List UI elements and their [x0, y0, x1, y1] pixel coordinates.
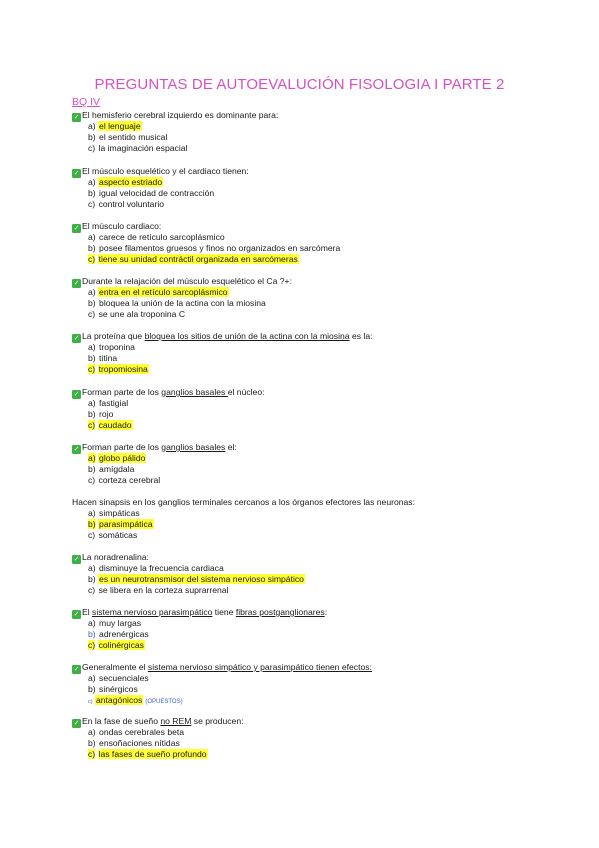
option-text: corteza cerebral: [98, 475, 161, 485]
stem-text: En la fase de sueño: [82, 716, 161, 726]
answer-option: [88, 188, 542, 199]
option-label: c): [88, 364, 96, 374]
answer-option: [88, 232, 542, 243]
correct-answer-text: tropomiosina: [98, 364, 148, 374]
stem-text: Forman parte de los: [82, 442, 162, 452]
stem-text: La proteína que: [82, 331, 145, 341]
answer-option: [88, 519, 542, 530]
option-label: c): [88, 254, 96, 264]
option-text: se une ala troponina C: [98, 309, 186, 319]
question-block: [72, 607, 542, 651]
correct-answer-text: el lenguaje: [99, 121, 141, 131]
option-label: b): [88, 353, 96, 363]
option-text: adrenérgicas: [99, 629, 149, 639]
question-block: [72, 331, 542, 375]
answer-option: [88, 364, 542, 375]
underlined-text: fibras postganglionares: [235, 607, 325, 617]
option-label: b): [88, 464, 96, 474]
option-text: disminuye la frecuencia cardiaca: [99, 563, 224, 573]
answer-option: [88, 243, 542, 254]
option-label: c): [88, 699, 93, 705]
answer-option: [88, 695, 542, 706]
correct-answer-text: antagónicos: [95, 695, 143, 705]
option-text: fastigial: [99, 398, 129, 408]
option-label: a): [88, 673, 96, 683]
stem-text: Forman parte de los: [82, 387, 162, 397]
option-label: c): [88, 640, 96, 650]
stem-text: Durante la relajación del músculo esquelético el Ca ?+:: [82, 276, 292, 286]
answer-option: [88, 738, 542, 749]
answer-option: [88, 629, 542, 640]
option-label: b): [88, 243, 96, 253]
option-label: a): [88, 342, 96, 352]
question-block: [72, 276, 542, 320]
underlined-text: sistema nervioso simpático y parasimpático tienen efectos:: [147, 662, 372, 672]
answer-option: [88, 453, 542, 464]
question-stem: [72, 716, 542, 727]
section-heading: BQ IV: [72, 96, 101, 108]
answer-option: [88, 673, 542, 684]
answer-option: [88, 353, 542, 364]
question-stem: [72, 552, 542, 563]
question-block: [72, 662, 542, 706]
answer-option: [88, 563, 542, 574]
underlined-text: bloquea los sitios de unión de la actina con la miosina: [144, 331, 350, 341]
question-block: [72, 497, 542, 541]
question-block: [72, 110, 542, 154]
stem-text: Generalmente el: [82, 662, 148, 672]
correct-answer-text: entra en el retículo sarcoplásmico: [99, 287, 228, 297]
underlined-text: ganglios basales: [161, 442, 226, 452]
option-text: igual velocidad de contracción: [99, 188, 215, 198]
answer-option: [88, 508, 542, 519]
question-block: [72, 552, 542, 596]
option-text: troponina: [99, 342, 135, 352]
answer-option: [88, 464, 542, 475]
checkmark-icon: ✓: [73, 225, 80, 232]
stem-text: el:: [225, 442, 237, 452]
question-stem: [72, 110, 542, 121]
underlined-text: sistema nervioso parasimpático: [92, 607, 213, 617]
option-label: b): [88, 574, 96, 584]
option-label: a): [88, 727, 96, 737]
option-label: a): [88, 563, 96, 573]
checkmark-icon: ✓: [73, 666, 80, 673]
option-label: c): [88, 309, 96, 319]
checkmark-icon: ✓: [73, 720, 80, 727]
option-label: a): [88, 508, 96, 518]
option-label: c): [88, 420, 96, 430]
question-block: [72, 387, 542, 431]
option-label: b): [88, 629, 96, 639]
option-label: b): [88, 132, 96, 142]
answer-option: [88, 132, 542, 143]
option-label: b): [88, 188, 96, 198]
option-label: b): [88, 409, 96, 419]
option-label: b): [88, 738, 96, 748]
checkmark-icon: ✓: [73, 280, 80, 287]
option-text: titina: [99, 353, 118, 363]
question-block: [72, 166, 542, 210]
question-stem: [72, 387, 542, 398]
option-text: bloquea la unión de la actina con la miosina: [99, 298, 266, 308]
option-text: se libera en la corteza suprarrenal: [98, 585, 229, 595]
question-stem: [72, 497, 542, 508]
option-label: c): [88, 143, 96, 153]
stem-text: Hacen sinapsis en los ganglios terminales cercanos a los órganos efectores las neuronas:: [72, 497, 415, 507]
correct-answer-text: las fases de sueño profundo: [98, 749, 207, 759]
answer-option: [88, 177, 542, 188]
answer-option: [88, 618, 542, 629]
question-stem: [72, 221, 542, 232]
answer-option: [88, 420, 542, 431]
option-label: a): [88, 287, 96, 297]
option-text: control voluntario: [98, 199, 165, 209]
option-label: c): [88, 749, 96, 759]
question-stem: [72, 607, 542, 618]
stem-text: El músculo esquelético y el cardiaco tienen:: [82, 166, 249, 176]
option-text: ondas cerebrales beta: [99, 727, 185, 737]
stem-text: La noradrenalina:: [82, 552, 149, 562]
option-label: c): [88, 475, 96, 485]
question-stem: [72, 662, 542, 673]
question-block: [72, 221, 542, 265]
checkmark-icon: ✓: [73, 611, 80, 618]
option-label: b): [88, 684, 96, 694]
answer-option: [88, 585, 542, 596]
correct-answer-text: caudado: [98, 420, 132, 430]
checkmark-icon: ✓: [73, 335, 80, 342]
answer-option: [88, 298, 542, 309]
answer-option: [88, 342, 542, 353]
stem-text: :: [324, 607, 328, 617]
question-stem: [72, 276, 542, 287]
option-label: a): [88, 177, 96, 187]
option-label: a): [88, 618, 96, 628]
correct-answer-text: aspecto estriado: [99, 177, 163, 187]
stem-text: se producen:: [191, 716, 244, 726]
option-label: b): [88, 519, 96, 529]
answer-option: [88, 143, 542, 154]
option-text: sinérgicos: [99, 684, 138, 694]
answer-option: [88, 254, 542, 265]
answer-option: [88, 727, 542, 738]
question-stem: [72, 166, 542, 177]
checkmark-icon: ✓: [73, 170, 80, 177]
answer-option: [88, 475, 542, 486]
option-label: a): [88, 121, 96, 131]
question-block: [72, 442, 542, 486]
answer-option: [88, 530, 542, 541]
option-text: simpáticas: [99, 508, 140, 518]
answer-option: [88, 121, 542, 132]
option-text: la imaginación espacial: [98, 143, 188, 153]
answer-option: [88, 398, 542, 409]
annotation-note: (OPUESTOS): [145, 699, 183, 705]
checkmark-icon: ✓: [73, 114, 80, 121]
answer-option: [88, 309, 542, 320]
stem-text: tiene: [212, 607, 236, 617]
checkmark-icon: ✓: [73, 446, 80, 453]
question-block: [72, 716, 542, 760]
correct-answer-text: es un neurotransmisor del sistema nervioso simpático: [99, 574, 304, 584]
option-text: somáticas: [98, 530, 138, 540]
stem-text: el núcleo:: [227, 387, 265, 397]
answer-option: [88, 409, 542, 420]
answer-option: [88, 684, 542, 695]
option-text: muy largas: [99, 618, 142, 628]
option-label: a): [88, 232, 96, 242]
answer-option: [88, 199, 542, 210]
answer-option: [88, 749, 542, 760]
option-label: a): [88, 453, 96, 463]
checkmark-icon: ✓: [73, 391, 80, 398]
option-label: a): [88, 398, 96, 408]
underlined-text: ganglios basales: [161, 387, 228, 397]
answer-option: [88, 640, 542, 651]
question-stem: [72, 331, 542, 342]
option-text: posee filamentos gruesos y finos no organizados en sarcómera: [99, 243, 341, 253]
answer-option: [88, 574, 542, 585]
document-title: PREGUNTAS DE AUTOEVALUCIÓN FISOLOGIA I PARTE 2: [94, 76, 505, 93]
checkmark-icon: ✓: [73, 556, 80, 563]
correct-answer-text: colinérgicas: [98, 640, 144, 650]
underlined-text: no REM: [160, 716, 192, 726]
stem-text: es la:: [349, 331, 373, 341]
option-label: c): [88, 530, 96, 540]
option-text: amígdala: [99, 464, 135, 474]
option-text: rojo: [99, 409, 114, 419]
correct-answer-text: parasimpática: [99, 519, 153, 529]
option-text: secuenciales: [99, 673, 149, 683]
option-text: ensoñaciones nítidas: [99, 738, 180, 748]
option-label: b): [88, 298, 96, 308]
question-stem: [72, 442, 542, 453]
option-label: c): [88, 199, 96, 209]
stem-text: El: [82, 607, 93, 617]
answer-option: [88, 287, 542, 298]
option-label: c): [88, 585, 96, 595]
correct-answer-text: tiene su unidad contráctil organizada en sarcómeras: [98, 254, 298, 264]
stem-text: El músculo cardiaco:: [82, 221, 162, 231]
correct-answer-text: globo pálido: [99, 453, 146, 463]
option-text: carece de retículo sarcoplásmico: [99, 232, 225, 242]
option-text: el sentido musical: [99, 132, 168, 142]
stem-text: El hemisferio cerebral izquierdo es dominante para:: [82, 110, 279, 120]
